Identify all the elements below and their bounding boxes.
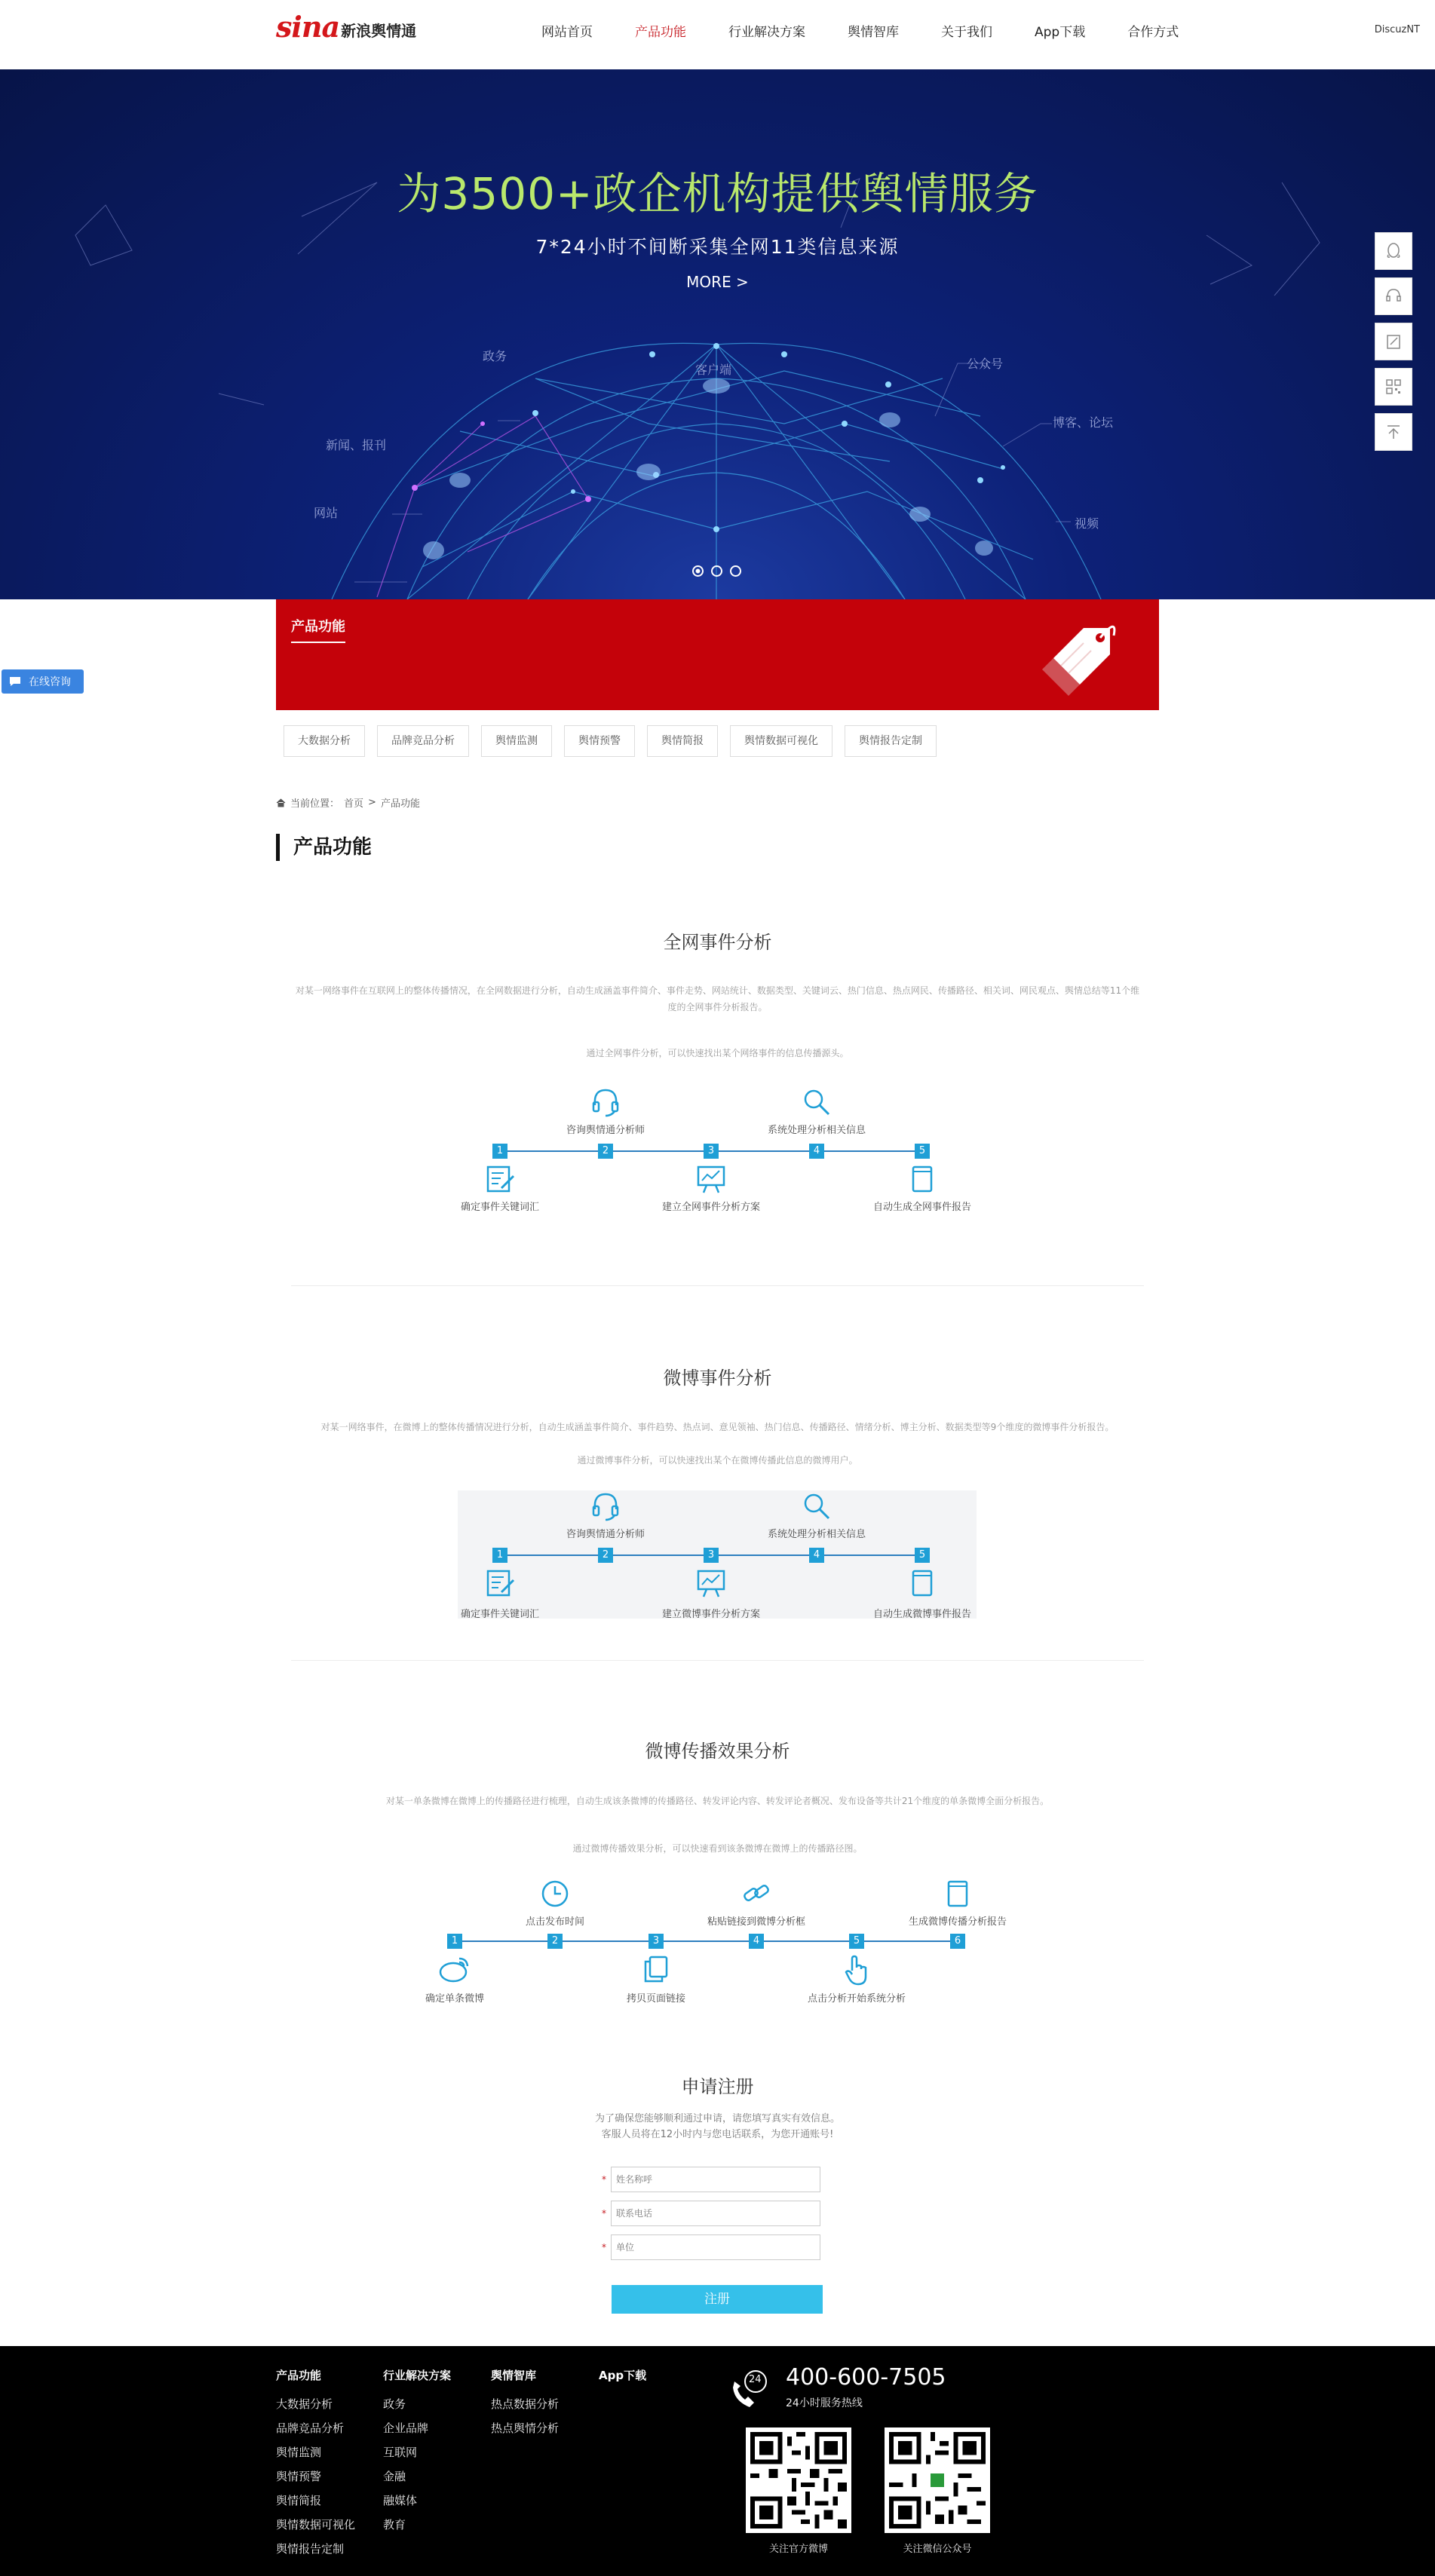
back-top-icon[interactable] bbox=[1375, 413, 1412, 451]
breadcrumb-current: 产品功能 bbox=[380, 798, 420, 810]
label-government: 政务 bbox=[483, 349, 507, 363]
site-header bbox=[0, 0, 1435, 69]
step-number: 1 bbox=[492, 1548, 507, 1563]
footer-link[interactable]: 舆情报告定制 bbox=[276, 2542, 345, 2556]
wechat-qr bbox=[885, 2427, 990, 2555]
step-label: 点击发布时间 bbox=[525, 1916, 585, 1928]
subnav-monitor[interactable]: 舆情监测 bbox=[481, 725, 552, 757]
company-field bbox=[602, 2234, 820, 2260]
label-website: 网站 bbox=[314, 506, 339, 520]
phone-field bbox=[602, 2201, 820, 2226]
section-divider bbox=[291, 1660, 1144, 1661]
headset-icon bbox=[589, 1086, 622, 1119]
name-input[interactable] bbox=[611, 2167, 820, 2192]
process-flow-weibo-event bbox=[452, 1485, 980, 1628]
footer-link[interactable]: 热点舆情分析 bbox=[491, 2421, 560, 2435]
step-number: 6 bbox=[950, 1934, 965, 1949]
copy-icon bbox=[639, 1954, 673, 1984]
footer-col-solutions bbox=[383, 2367, 451, 2537]
step-label: 确定事件关键词汇 bbox=[460, 1202, 540, 1213]
label-official-account: 公众号 bbox=[967, 357, 1004, 371]
network-globe-graphic bbox=[0, 69, 1435, 599]
footer-link[interactable]: 品牌竞品分析 bbox=[276, 2421, 345, 2435]
section-desc-weibo-spread: 对某一单条微博在微博上的传播路径进行梳理，自动生成该条微博的传播路径、转发评论内容、转发评论者概况、发布设备等共计21个维度的单条微博全面分析报告。 bbox=[385, 1796, 1050, 1806]
step-number: 3 bbox=[704, 1144, 719, 1159]
edit-icon[interactable] bbox=[1375, 323, 1412, 360]
form-description bbox=[0, 2111, 1435, 2143]
section-note-weibo-spread: 通过微博传播效果分析，可以快速看到该条微博在微博上的传播路径图。 bbox=[572, 1843, 863, 1854]
home-icon bbox=[276, 798, 286, 807]
step-label: 确定单条微博 bbox=[425, 1993, 485, 2005]
price-tag-icon bbox=[1038, 613, 1129, 703]
qrcode-icon[interactable] bbox=[1375, 368, 1412, 406]
footer-link[interactable]: 舆情监测 bbox=[276, 2446, 322, 2459]
footer-col-product bbox=[276, 2367, 355, 2561]
form-title: 申请注册 bbox=[681, 2076, 754, 2097]
step-number: 3 bbox=[704, 1548, 719, 1563]
section-note-network: 通过全网事件分析，可以快速找出某个网络事件的信息传播源头。 bbox=[586, 1048, 849, 1058]
step-label: 拷贝页面链接 bbox=[626, 1993, 686, 2005]
section-desc-weibo-event: 对某一网络事件，在微博上的整体传播情况进行分析，自动生成涵盖事件简介、事件趋势、热点词、意见领袖、热门信息、传播路径、情绪分析、博主分析、数据类型等9个维度的微博事件分析报告。 bbox=[320, 1422, 1115, 1432]
step-label: 粘贴链接到微博分析框 bbox=[707, 1916, 806, 1928]
breadcrumb-sep: > bbox=[368, 797, 376, 808]
footer-link[interactable]: 大数据分析 bbox=[276, 2397, 333, 2411]
step-number: 1 bbox=[447, 1934, 462, 1949]
search-icon bbox=[800, 1086, 833, 1119]
nav-home[interactable]: 网站首页 bbox=[541, 25, 593, 40]
nav-thinktank[interactable]: 舆情智库 bbox=[848, 25, 899, 40]
footer-link[interactable]: 热点数据分析 bbox=[491, 2397, 560, 2411]
step-number: 5 bbox=[915, 1548, 930, 1563]
qq-icon[interactable] bbox=[1375, 232, 1412, 270]
footer-col-app bbox=[599, 2367, 646, 2392]
footer-link[interactable]: 企业品牌 bbox=[383, 2421, 429, 2435]
section-note-weibo-event: 通过微博事件分析，可以快速找出某个在微博传播此信息的微博用户。 bbox=[577, 1455, 858, 1466]
nav-solutions[interactable]: 行业解决方案 bbox=[728, 25, 805, 40]
footer-link[interactable]: 舆情简报 bbox=[276, 2494, 322, 2507]
footer-link[interactable]: 舆情预警 bbox=[276, 2470, 322, 2483]
form-desc-line1: 为了确保您能够顺利通过申请，请您填写真实有效信息。 bbox=[594, 2113, 840, 2124]
chat-icon bbox=[9, 676, 21, 687]
footer-link[interactable]: 教育 bbox=[383, 2518, 406, 2532]
main-nav bbox=[520, 21, 1200, 44]
section-title-network: 全网事件分析 bbox=[663, 932, 772, 953]
subnav-brand[interactable]: 品牌竞品分析 bbox=[377, 725, 469, 757]
hotline bbox=[728, 2364, 946, 2410]
label-blog: 博客、论坛 bbox=[1053, 415, 1114, 430]
step-number: 2 bbox=[547, 1934, 563, 1949]
qr-caption: 关注微信公众号 bbox=[903, 2544, 972, 2555]
subnav-alert[interactable]: 舆情预警 bbox=[564, 725, 635, 757]
weibo-icon bbox=[437, 1954, 473, 1984]
name-field bbox=[602, 2167, 820, 2192]
step-number: 1 bbox=[492, 1144, 507, 1159]
logo-brand: sina bbox=[276, 10, 340, 44]
subnav-brief[interactable]: 舆情简报 bbox=[647, 725, 718, 757]
nav-product[interactable]: 产品功能 bbox=[635, 25, 686, 40]
hotline-badge: 24 bbox=[749, 2374, 762, 2385]
subnav-visual[interactable]: 舆情数据可视化 bbox=[730, 725, 832, 757]
step-label: 咨询舆情通分析师 bbox=[566, 1529, 645, 1540]
logo[interactable] bbox=[276, 11, 416, 44]
footer-col-head[interactable]: 产品功能 bbox=[276, 2369, 322, 2382]
weibo-qr bbox=[746, 2427, 851, 2555]
step-number: 3 bbox=[649, 1934, 664, 1949]
link-icon bbox=[740, 1877, 773, 1910]
banner-subtitle: 7*24小时不间断采集全网11类信息来源 bbox=[535, 236, 900, 258]
step-label: 建立全网事件分析方案 bbox=[661, 1202, 761, 1213]
slider-dot[interactable] bbox=[730, 565, 741, 577]
keyword-edit-icon bbox=[483, 1568, 517, 1598]
required-mark: * bbox=[602, 2208, 606, 2219]
section-title-weibo-event: 微博事件分析 bbox=[663, 1368, 772, 1389]
nav-app[interactable]: App下载 bbox=[1035, 25, 1086, 40]
phone-24h-icon bbox=[728, 2365, 774, 2410]
step-number: 2 bbox=[598, 1548, 613, 1563]
process-flow-weibo-spread bbox=[415, 1870, 1018, 2013]
breadcrumb-home[interactable]: 首页 bbox=[344, 798, 364, 810]
discuz-link[interactable]: DiscuzNT bbox=[1374, 24, 1420, 35]
qr-code bbox=[885, 2427, 990, 2533]
nav-about[interactable]: 关于我们 bbox=[941, 25, 992, 40]
label-video: 视频 bbox=[1075, 516, 1099, 531]
company-input[interactable] bbox=[611, 2234, 820, 2260]
step-number: 4 bbox=[749, 1934, 764, 1949]
step-number: 5 bbox=[915, 1144, 930, 1159]
label-news: 新闻、报刊 bbox=[326, 438, 387, 452]
clock-icon bbox=[538, 1877, 572, 1910]
product-banner-title: 产品功能 bbox=[291, 616, 345, 643]
slider-dot[interactable] bbox=[692, 565, 704, 577]
footer-col-head[interactable]: 行业解决方案 bbox=[383, 2369, 452, 2382]
required-mark: * bbox=[602, 2174, 606, 2185]
side-toolbar bbox=[1375, 232, 1412, 451]
register-button[interactable]: 注册 bbox=[612, 2285, 823, 2314]
section-divider bbox=[291, 1285, 1144, 1286]
step-number: 2 bbox=[598, 1144, 613, 1159]
logo-text: 新浪舆情通 bbox=[341, 22, 417, 40]
footer-link[interactable]: 金融 bbox=[383, 2470, 406, 2483]
step-label: 系统处理分析相关信息 bbox=[767, 1125, 866, 1136]
step-number: 4 bbox=[809, 1548, 824, 1563]
qr-code bbox=[746, 2427, 851, 2533]
report-icon bbox=[906, 1568, 939, 1598]
process-flow-network bbox=[452, 1078, 980, 1221]
consult-label: 在线咨询 bbox=[29, 676, 71, 688]
step-label: 确定事件关键词汇 bbox=[460, 1609, 540, 1620]
banner-more-link[interactable]: MORE > bbox=[686, 273, 749, 291]
product-banner bbox=[276, 599, 1159, 710]
section-title-weibo-spread: 微博传播效果分析 bbox=[645, 1741, 790, 1762]
site-footer bbox=[0, 2346, 1435, 2576]
subnav-bigdata[interactable]: 大数据分析 bbox=[284, 725, 365, 757]
section-desc-network: 对某一网络事件在互联网上的整体传播情况，在全网数据进行分析，自动生成涵盖事件简介、事件走势、网站统计、数据类型、关键词云、热门信息、热点网民、传播路径、相关词、网民观点、舆情总结等11个维度的全网事件分析报告。 bbox=[295, 985, 1140, 1012]
keyword-edit-icon bbox=[483, 1164, 517, 1194]
step-label: 建立微博事件分析方案 bbox=[661, 1609, 761, 1620]
step-number: 5 bbox=[849, 1934, 864, 1949]
label-client: 客户端 bbox=[695, 363, 732, 377]
footer-col-thinktank bbox=[491, 2367, 559, 2440]
footer-link[interactable]: 舆情数据可视化 bbox=[276, 2518, 356, 2532]
presentation-chart-icon bbox=[695, 1568, 728, 1598]
hand-click-icon bbox=[840, 1954, 873, 1987]
step-label: 咨询舆情通分析师 bbox=[566, 1125, 645, 1136]
report-icon bbox=[906, 1164, 939, 1194]
headset-icon bbox=[589, 1490, 622, 1523]
required-mark: * bbox=[602, 2242, 606, 2253]
form-desc-line2: 客服人员将在12小时内与您电话联系，为您开通账号! bbox=[601, 2129, 834, 2140]
footer-col-head[interactable]: 舆情智库 bbox=[491, 2369, 537, 2382]
step-label: 点击分析开始系统分析 bbox=[807, 1993, 906, 2005]
hero-banner[interactable] bbox=[0, 69, 1435, 599]
presentation-chart-icon bbox=[695, 1164, 728, 1194]
online-consult-button[interactable] bbox=[2, 669, 84, 694]
footer-col-head[interactable]: App下载 bbox=[599, 2369, 647, 2382]
product-subnav bbox=[284, 725, 937, 757]
qr-caption: 关注官方微博 bbox=[768, 2544, 828, 2555]
breadcrumb-prefix: 当前位置： bbox=[290, 798, 340, 810]
phone-input[interactable] bbox=[611, 2201, 820, 2226]
hotline-number: 400-600-7505 bbox=[786, 2364, 946, 2391]
step-label: 自动生成全网事件报告 bbox=[872, 1202, 972, 1213]
footer-link[interactable]: 政务 bbox=[383, 2397, 406, 2411]
breadcrumb bbox=[276, 795, 420, 810]
subnav-report[interactable]: 舆情报告定制 bbox=[845, 725, 937, 757]
footer-link[interactable]: 融媒体 bbox=[383, 2494, 418, 2507]
nav-cooperation[interactable]: 合作方式 bbox=[1127, 25, 1179, 40]
step-label: 系统处理分析相关信息 bbox=[767, 1529, 866, 1540]
footer-link[interactable]: 互联网 bbox=[383, 2446, 418, 2459]
page-title: 产品功能 bbox=[276, 834, 372, 861]
banner-title: 为3500+政企机构提供舆情服务 bbox=[397, 168, 1038, 219]
step-label: 生成微博传播分析报告 bbox=[908, 1916, 1007, 1928]
step-label: 自动生成微博事件报告 bbox=[872, 1609, 972, 1620]
slider-dot[interactable] bbox=[711, 565, 722, 577]
search-icon bbox=[800, 1490, 833, 1523]
hotline-caption: 24小时服务热线 bbox=[786, 2397, 863, 2409]
step-number: 4 bbox=[809, 1144, 824, 1159]
slider-dots bbox=[692, 565, 741, 577]
service-icon[interactable] bbox=[1375, 277, 1412, 315]
report-icon bbox=[941, 1877, 974, 1910]
